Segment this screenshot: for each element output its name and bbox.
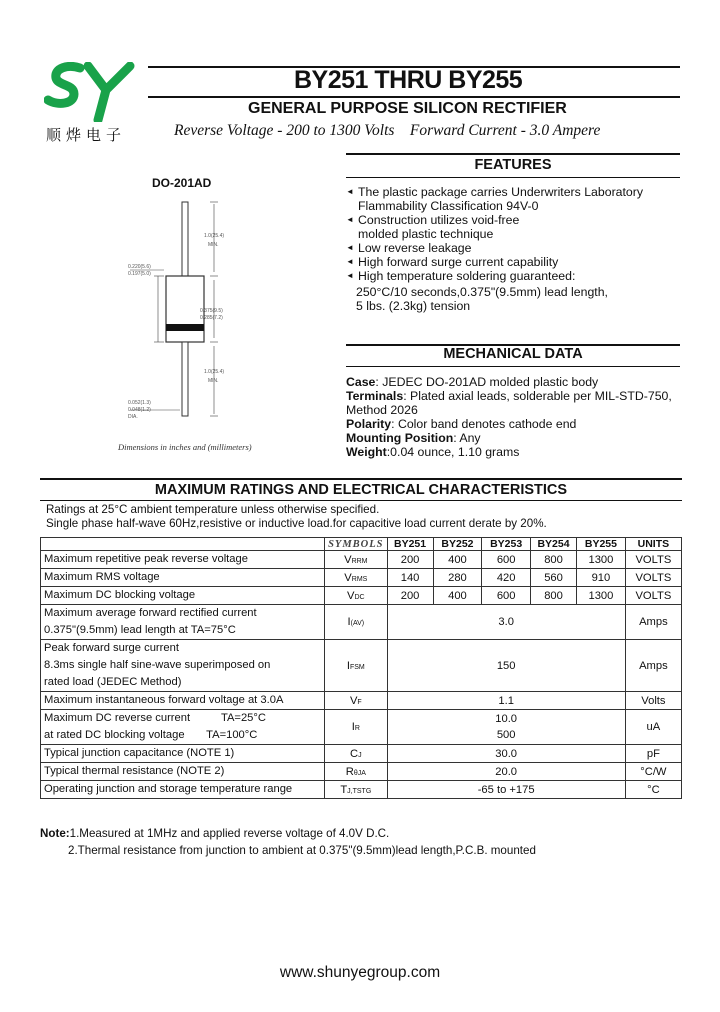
parameter-cell: Maximum instantaneous forward voltage at 3.0A — [41, 692, 325, 710]
table-header-cell: SYMBOLS — [325, 538, 387, 551]
feature-item: ◄ High forward surge current capability — [346, 255, 559, 269]
unit-cell: VOLTS — [625, 551, 681, 569]
feature-item: ◄ High temperature soldering guaranteed: 250°C/10 seconds,0.375"(9.5mm) lead length, 5 lbs. (2.3kg) tension — [346, 269, 608, 313]
arrow-bullet-icon: ◄ — [346, 187, 354, 196]
value-cell: 20.0 — [387, 763, 625, 781]
value-cell: 800 — [531, 587, 577, 605]
arrow-bullet-icon: ◄ — [346, 257, 354, 266]
symbol-cell: I(AV) — [325, 605, 387, 640]
parameter-cell: Maximum DC blocking voltage — [41, 587, 325, 605]
table-row — [41, 640, 682, 692]
ratings-heading: MAXIMUM RATINGS AND ELECTRICAL CHARACTERISTICS — [154, 482, 568, 498]
parameter-cell: Maximum DC reverse current TA=25°C at rated DC blocking voltage TA=100°C — [41, 710, 325, 745]
mech-row-mounting: Mounting Position: Any — [346, 431, 481, 445]
mechanical-data — [346, 375, 686, 459]
value-cell: 3.0 — [387, 605, 625, 640]
value-cell: 150 — [387, 640, 625, 692]
ratings-rule-bottom — [40, 500, 682, 501]
electrical-characteristics-table — [40, 537, 682, 799]
unit-cell: Volts — [625, 692, 681, 710]
dim-lead-length-top: 1.0(25.4) MIN. — [204, 233, 225, 248]
symbol-cell: VRRM — [325, 551, 387, 569]
parameter-cell: Typical junction capacitance (NOTE 1) — [41, 745, 325, 763]
mechanical-heading: MECHANICAL DATA — [443, 346, 583, 362]
table-row — [41, 692, 682, 710]
value-cell: 1.1 — [387, 692, 625, 710]
value-cell: 200 — [387, 551, 433, 569]
table-header-cell: BY252 — [433, 538, 482, 551]
unit-cell: °C/W — [625, 763, 681, 781]
features-heading: FEATURES — [474, 157, 552, 173]
table-header-cell: BY254 — [531, 538, 577, 551]
table-row — [41, 763, 682, 781]
value-cell: 200 — [387, 587, 433, 605]
page-subtitle: GENERAL PURPOSE SILICON RECTIFIER — [248, 100, 567, 117]
unit-cell: pF — [625, 745, 681, 763]
table-row — [41, 551, 682, 569]
symbol-cell: VRMS — [325, 569, 387, 587]
table-row — [41, 587, 682, 605]
mech-row-terminals: Terminals: Plated axial leads, solderable per MIL-STD-750, — [346, 389, 672, 403]
table-header-cell: BY253 — [482, 538, 531, 551]
value-cell: 800 — [531, 551, 577, 569]
value-cell: 600 — [482, 587, 531, 605]
ratings-note-2: Single phase half-wave 60Hz,resistive or inductive load.for capacitive load current derate by 20%. — [46, 517, 547, 530]
dim-lead-dia: 0.052(1.3) 0.048(1.2) DIA. — [128, 400, 151, 420]
value-cell: 420 — [482, 569, 531, 587]
parameter-cell: Operating junction and storage temperature range — [41, 781, 325, 799]
unit-cell: uA — [625, 710, 681, 745]
parameter-cell: Maximum average forward rectified current 0.375"(9.5mm) lead length at TA=75°C — [41, 605, 325, 640]
value-cell: 280 — [433, 569, 482, 587]
symbol-cell: VDC — [325, 587, 387, 605]
unit-cell: VOLTS — [625, 569, 681, 587]
dim-body-length: 0.375(9.5) 0.285(7.2) — [200, 308, 223, 321]
symbol-cell: VF — [325, 692, 387, 710]
value-cell: 140 — [387, 569, 433, 587]
table-row — [41, 781, 682, 799]
value-cell: 1300 — [577, 587, 626, 605]
company-logo — [44, 62, 136, 122]
notes-label: Note: — [40, 827, 70, 840]
note-1: 1.Measured at 1MHz and applied reverse voltage of 4.0V D.C. — [69, 827, 390, 840]
feature-item: ◄ Low reverse leakage — [346, 241, 472, 255]
page-title: BY251 THRU BY255 — [294, 66, 523, 94]
unit-cell: Amps — [625, 640, 681, 692]
mech-row-weight: Weight:0.04 ounce, 1.10 grams — [346, 445, 520, 459]
table-header-cell: BY255 — [577, 538, 626, 551]
features-rule — [346, 153, 680, 155]
table-row — [41, 569, 682, 587]
symbol-cell: TJ,TSTG — [325, 781, 387, 799]
title-rule-bottom — [148, 96, 680, 98]
package-label: DO-201AD — [152, 176, 212, 190]
table-header-cell: UNITS — [625, 538, 681, 551]
mechanical-rule-2 — [346, 366, 680, 367]
symbol-cell: IR — [325, 710, 387, 745]
dim-body-dia: 0.220(5.6) 0.197(5.0) — [128, 264, 151, 277]
ratings-line: Reverse Voltage - 200 to 1300 Volts Forward Current - 3.0 Ampere — [174, 122, 601, 139]
symbol-cell: CJ — [325, 745, 387, 763]
value-cell: 30.0 — [387, 745, 625, 763]
logo-chinese-name: 顺烨电子 — [46, 126, 127, 144]
table-row — [41, 710, 682, 745]
table-header-cell: BY251 — [387, 538, 433, 551]
sy-logo-icon — [44, 62, 136, 122]
footer-url[interactable]: www.shunyegroup.com — [279, 964, 441, 981]
table-header-row — [41, 538, 682, 551]
value-cell: 560 — [531, 569, 577, 587]
parameter-cell: Maximum RMS voltage — [41, 569, 325, 587]
notes — [40, 825, 536, 859]
feature-item: ◄ Construction utilizes void-free molded plastic technique — [346, 213, 520, 241]
arrow-bullet-icon: ◄ — [346, 243, 354, 252]
unit-cell: Amps — [625, 605, 681, 640]
table-row — [41, 605, 682, 640]
features-rule-2 — [346, 177, 680, 178]
value-cell: 910 — [577, 569, 626, 587]
feature-item: ◄ The plastic package carries Underwriters Laboratory Flammability Classification 94V-0 — [346, 185, 644, 213]
value-cell: 1300 — [577, 551, 626, 569]
parameter-cell: Peak forward surge current 8.3ms single half sine-wave superimposed on rated load (JEDEC Method) — [41, 640, 325, 692]
features-list — [346, 185, 680, 313]
ratings-note-1: Ratings at 25°C ambient temperature unless otherwise specified. — [46, 503, 380, 516]
value-cell: 600 — [482, 551, 531, 569]
mech-row-method: Method 2026 — [346, 403, 418, 417]
mech-row-case: Case: JEDEC DO-201AD molded plastic body — [346, 375, 599, 389]
symbol-cell: IFSM — [325, 640, 387, 692]
parameter-cell: Maximum repetitive peak reverse voltage — [41, 551, 325, 569]
value-cell: 400 — [433, 551, 482, 569]
table-row — [41, 745, 682, 763]
unit-cell: VOLTS — [625, 587, 681, 605]
value-cell: -65 to +175 — [387, 781, 625, 799]
header-parameter — [41, 538, 325, 551]
value-cell: 400 — [433, 587, 482, 605]
arrow-bullet-icon: ◄ — [346, 215, 354, 224]
package-caption: Dimensions in inches and (millimeters) — [118, 442, 252, 452]
parameter-cell: Typical thermal resistance (NOTE 2) — [41, 763, 325, 781]
dim-lead-length-bottom: 1.0(25.4) MIN. — [204, 369, 225, 384]
note-2: 2.Thermal resistance from junction to ambient at 0.375"(9.5mm)lead length,P.C.B. mounted — [68, 844, 536, 857]
mech-row-polarity: Polarity: Color band denotes cathode end — [346, 417, 577, 431]
unit-cell: °C — [625, 781, 681, 799]
value-cell: 10.0 500 — [387, 710, 625, 745]
arrow-bullet-icon: ◄ — [346, 271, 354, 280]
symbol-cell: RθJA — [325, 763, 387, 781]
ratings-rule-top — [40, 478, 682, 480]
